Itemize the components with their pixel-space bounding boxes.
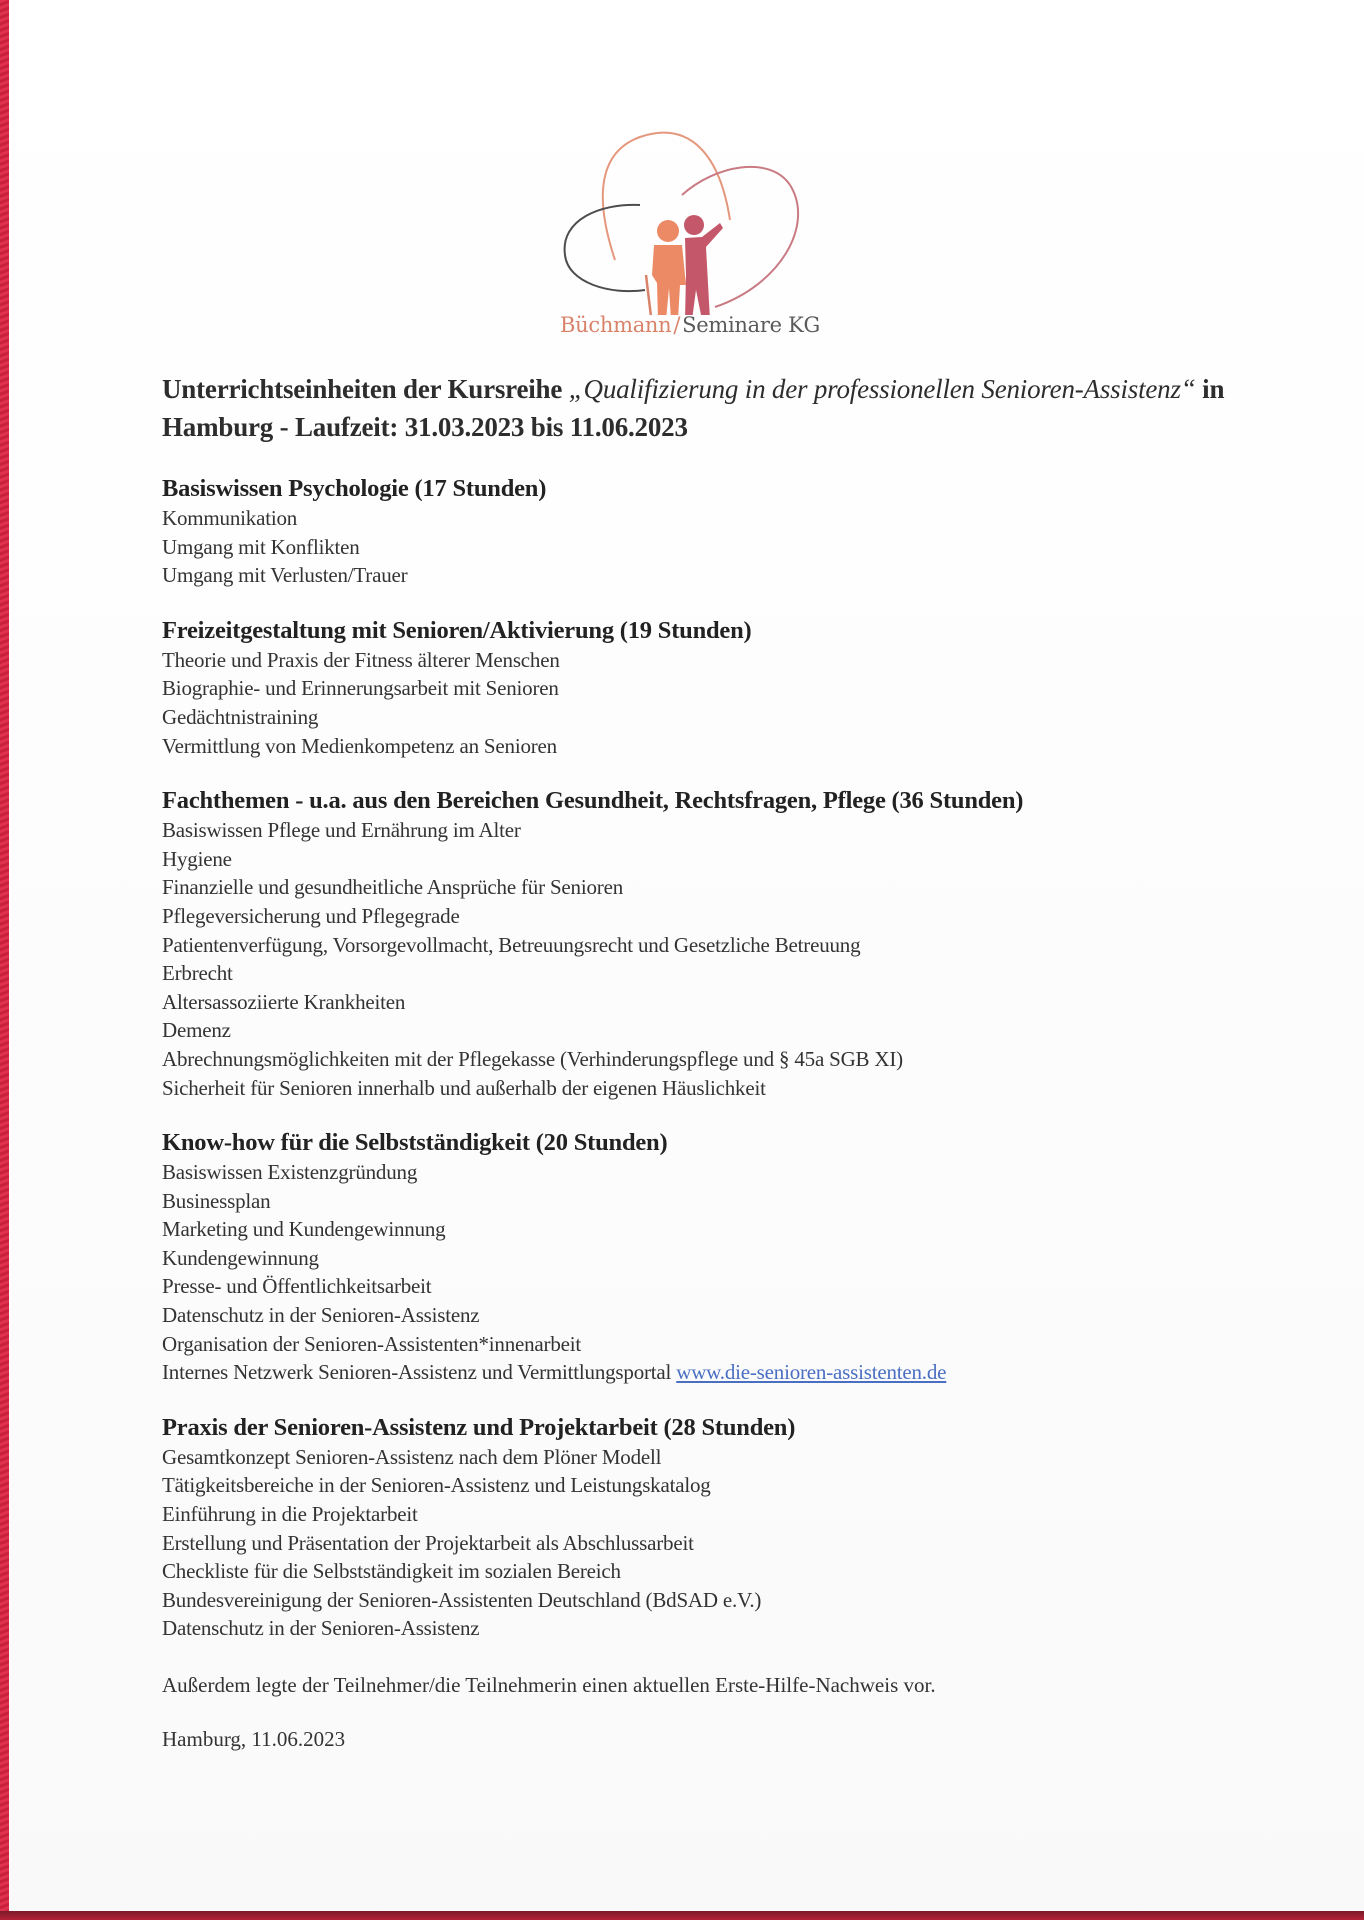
topic-item: Datenschutz in der Senioren-Assistenz [162,1616,480,1641]
course-section [162,1128,1262,1387]
topic-item: Checkliste für die Selbstständigkeit im sozialen Bereich [162,1559,621,1584]
topic-item: Theorie und Praxis der Fitness älterer Menschen [162,647,560,672]
topic-item: Gesamtkonzept Senioren-Assistenz nach dem Plöner Modell [162,1444,662,1469]
topic-item: Vermittlung von Medienkompetenz an Senioren [162,733,557,758]
company-logo [540,125,840,350]
topic-item: Pflegeversicherung und Pflegegrade [162,903,460,928]
logo-cane [646,275,652,315]
logo-wordmark [540,313,840,337]
section-topic-list [162,646,1262,760]
logo-brand-secondary: Seminare KG [682,313,820,337]
topic-item: Businessplan [162,1188,271,1213]
course-section [162,786,1262,1102]
section-topic-list [162,1158,1262,1387]
topic-item: Basiswissen Existenzgründung [162,1160,418,1185]
first-aid-note: Außerdem legte der Teilnehmer/die Teilnehmerin einen aktuellen Erste-Hilfe-Nachweis vor. [162,1673,936,1697]
title-prefix: Unterrichtseinheiten der Kursreihe [162,374,569,404]
topic-item: Bundesvereinigung der Senioren-Assistenten Deutschland (BdSAD e.V.) [162,1587,762,1612]
section-topic-list [162,816,1262,1102]
topic-item: Umgang mit Konflikten [162,534,360,559]
course-section [162,616,1262,760]
topic-item: Kommunikation [162,506,298,530]
portal-link[interactable]: www.die-senioren-assistenten.de [676,1360,947,1385]
logo-elder-figure [652,220,686,315]
section-heading: Praxis der Senioren-Assistenz und Projektarbeit (28 Stunden) [162,1413,796,1441]
topic-item: Basiswissen Pflege und Ernährung im Alter [162,818,521,843]
section-heading: Know-how für die Selbstständigkeit (20 Stunden) [162,1129,668,1157]
section-heading: Fachthemen - u.a. aus den Bereichen Gesundheit, Rechtsfragen, Pflege (36 Stunden) [162,787,1024,815]
document-content [162,370,1262,1774]
title-course-name: „Qualifizierung in der professionellen Senioren-Assistenz“ [568,374,1196,404]
paper-edge-left [0,0,9,1920]
topic-item: Datenschutz in der Senioren-Assistenz [162,1303,480,1328]
logo-separator: / [673,313,681,337]
logo-brand-primary: Büchmann [560,313,672,337]
topic-item: Marketing und Kundengewinnung [162,1217,446,1242]
topic-item: Altersassoziierte Krankheiten [162,989,406,1014]
logo-graphic [540,125,840,315]
topic-item: Erbrecht [162,961,233,986]
topic-item: Biographie- und Erinnerungsarbeit mit Senioren [162,676,559,701]
logo-helper-figure [684,215,723,315]
course-section [162,474,1262,590]
topic-item: Erstellung und Präsentation der Projektarbeit als Abschlussarbeit [162,1530,694,1555]
topic-item: Sicherheit für Senioren innerhalb und außerhalb der eigenen Häuslichkeit [162,1075,766,1100]
course-section [162,1413,1262,1643]
document-title [162,370,1262,446]
topic-item: Tätigkeitsbereiche in der Senioren-Assistenz und Leistungskatalog [162,1473,711,1498]
topic-item: Demenz [162,1018,231,1043]
topic-item: Kundengewinnung [162,1245,319,1270]
section-topic-list [162,1443,1262,1643]
topic-item: Hygiene [162,846,232,871]
topic-item: Presse- und Öffentlichkeitsarbeit [162,1274,432,1299]
place-date: Hamburg, 11.06.2023 [162,1727,346,1751]
topic-item-text: Internes Netzwerk Senioren-Assistenz und Vermittlungsportal [162,1360,677,1385]
topic-item: Einführung in die Projektarbeit [162,1502,418,1527]
section-topic-list [162,504,1262,590]
paper-edge-bottom [0,1911,1364,1920]
section-heading: Freizeitgestaltung mit Senioren/Aktivierung (19 Stunden) [162,616,752,644]
topic-item: Finanzielle und gesundheitliche Ansprüche für Senioren [162,875,623,900]
topic-item: Abrechnungsmöglichkeiten mit der Pflegekasse (Verhinderungspflege und § 45a SGB XI) [162,1046,903,1071]
title-suffix: in Hamburg - Laufzeit: 31.03.2023 bis 11.06.2023 [162,374,1225,442]
topic-item: Patientenverfügung, Vorsorgevollmacht, Betreuungsrecht und Gesetzliche Betreuung [162,932,861,957]
topic-item-with-link [162,1358,1262,1387]
topic-item: Organisation der Senioren-Assistenten*innenarbeit [162,1331,582,1356]
topic-item: Gedächtnistraining [162,704,319,729]
topic-item: Umgang mit Verlusten/Trauer [162,563,408,588]
section-heading: Basiswissen Psychologie (17 Stunden) [162,475,547,502]
course-sections [162,474,1262,1643]
